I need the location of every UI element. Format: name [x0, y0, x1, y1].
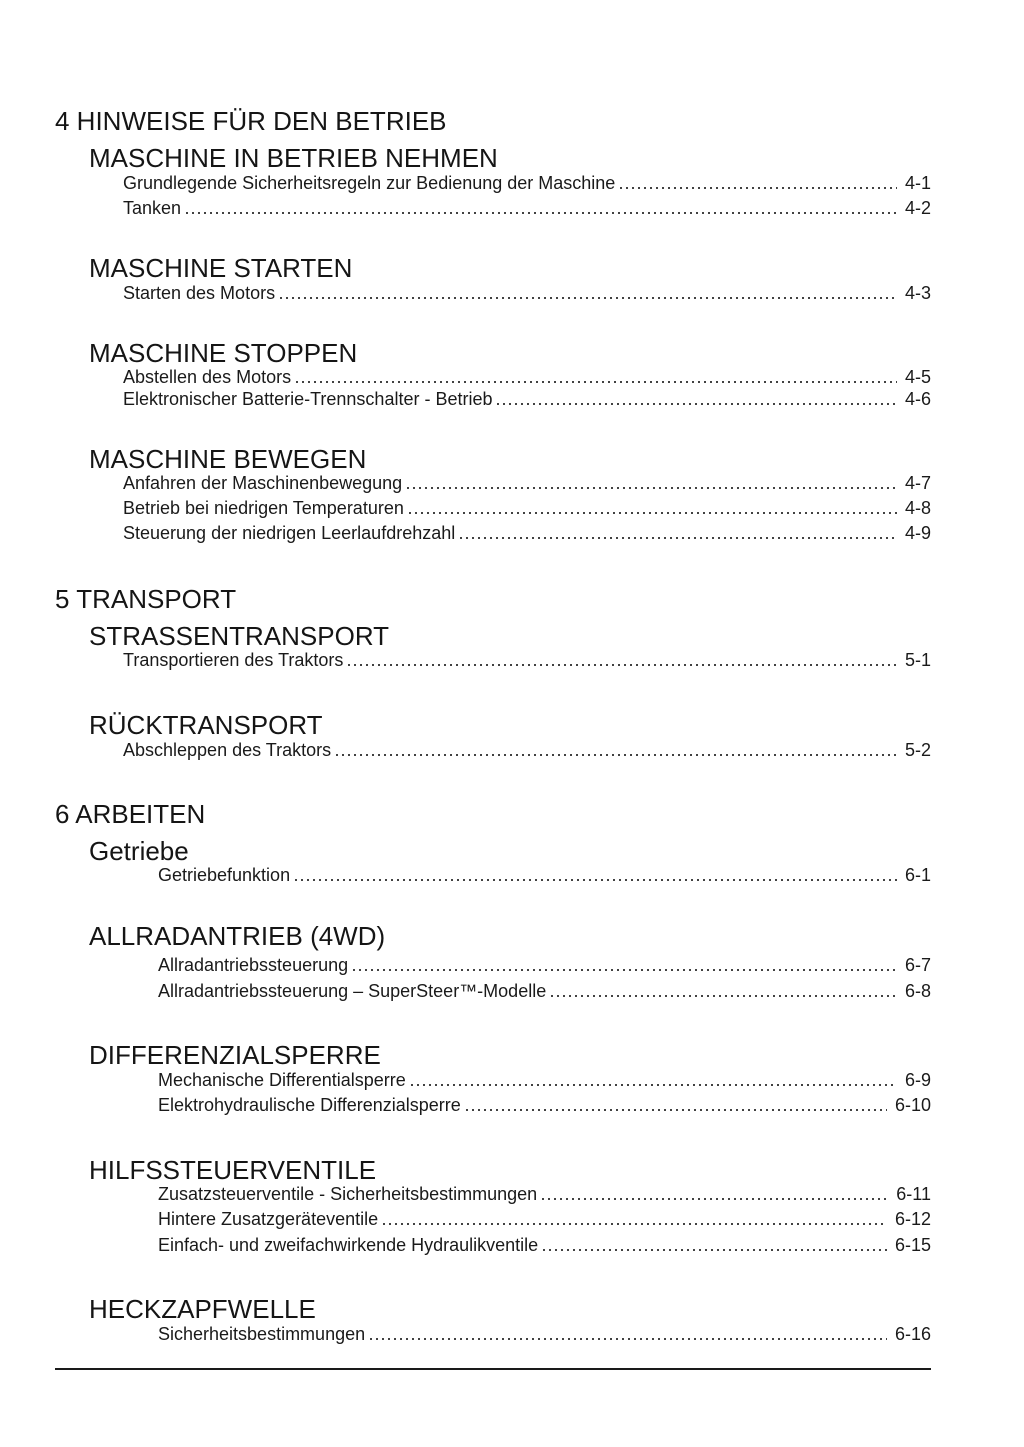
- toc-entry[interactable]: [158, 864, 931, 886]
- toc-entry[interactable]: [158, 1069, 931, 1091]
- dot-leader: [334, 754, 897, 756]
- toc-entry[interactable]: [123, 522, 931, 544]
- toc-entry-text: Mechanische Differentialsperre: [158, 1070, 406, 1090]
- toc-entry-page: 4-9: [904, 523, 931, 543]
- toc-entry-page: 6-16: [894, 1324, 931, 1344]
- toc-entry[interactable]: [158, 1094, 931, 1116]
- section-heading: STRASSENTRANSPORT: [89, 621, 390, 651]
- dot-leader: [549, 995, 897, 997]
- dot-leader: [458, 537, 897, 539]
- section-heading: MASCHINE STOPPEN: [89, 338, 358, 368]
- toc-entry-text: Betrieb bei niedrigen Temperaturen: [123, 498, 404, 518]
- toc-entry-page: 6-12: [894, 1209, 931, 1229]
- toc-entry-text: Tanken: [123, 198, 182, 218]
- dot-leader: [407, 512, 897, 514]
- toc-entry[interactable]: [123, 388, 931, 410]
- toc-entry[interactable]: [123, 282, 931, 304]
- dot-leader: [540, 1198, 888, 1200]
- section-heading: HECKZAPFWELLE: [89, 1294, 316, 1324]
- toc-entry-page: 6-15: [894, 1235, 931, 1255]
- toc-entry-text: Allradantriebssteuerung – SuperSteer™-Modelle: [158, 981, 547, 1001]
- toc-entry-page: 4-7: [904, 473, 931, 493]
- toc-entry-text: Hintere Zusatzgeräteventile: [158, 1209, 379, 1229]
- section-heading: MASCHINE IN BETRIEB NEHMEN: [89, 143, 498, 173]
- dot-leader: [184, 212, 897, 214]
- toc-entry[interactable]: [123, 472, 931, 494]
- toc-entry-text: Getriebefunktion: [158, 865, 291, 885]
- dot-leader: [381, 1223, 887, 1225]
- toc-entry[interactable]: [123, 197, 931, 219]
- section-heading: RÜCKTRANSPORT: [89, 710, 323, 740]
- toc-entry-text: Elektrohydraulische Differenzialsperre: [158, 1095, 461, 1115]
- dot-leader: [495, 403, 897, 405]
- toc-entry-page: 6-1: [904, 865, 931, 885]
- toc-entry-text: Sicherheitsbestimmungen: [158, 1324, 366, 1344]
- toc-entry-text: Anfahren der Maschinenbewegung: [123, 473, 403, 493]
- toc-entry-page: 4-1: [904, 173, 931, 193]
- toc-entry-text: Allradantriebssteuerung: [158, 955, 349, 975]
- dot-leader: [618, 187, 897, 189]
- toc-entry-page: 4-5: [904, 367, 931, 387]
- toc-entry-page: 5-1: [904, 650, 931, 670]
- toc-entry-page: 4-3: [904, 283, 931, 303]
- toc-entry-page: 4-6: [904, 389, 931, 409]
- dot-leader: [405, 487, 897, 489]
- toc-entry[interactable]: [158, 954, 931, 976]
- toc-entry-text: Transportieren des Traktors: [123, 650, 344, 670]
- chapter-heading: 5 TRANSPORT: [55, 584, 237, 614]
- toc-entry-text: Steuerung der niedrigen Leerlaufdrehzahl: [123, 523, 456, 543]
- dot-leader: [346, 664, 897, 666]
- dot-leader: [541, 1249, 887, 1251]
- toc-entry-page: 6-8: [904, 981, 931, 1001]
- toc-entry[interactable]: [123, 366, 931, 388]
- toc-entry[interactable]: [123, 497, 931, 519]
- toc-entry-text: Zusatzsteuerventile - Sicherheitsbestimmungen: [158, 1184, 538, 1204]
- section-heading: MASCHINE STARTEN: [89, 253, 353, 283]
- dot-leader: [409, 1084, 897, 1086]
- chapter-heading: 4 HINWEISE FÜR DEN BETRIEB: [55, 106, 447, 136]
- section-heading: Getriebe: [89, 836, 189, 866]
- toc-entry-text: Grundlegende Sicherheitsregeln zur Bedienung der Maschine: [123, 173, 616, 193]
- toc-entry-page: 5-2: [904, 740, 931, 760]
- toc-entry-text: Abschleppen des Traktors: [123, 740, 332, 760]
- toc-entry-text: Starten des Motors: [123, 283, 276, 303]
- section-heading: ALLRADANTRIEB (4WD): [89, 921, 386, 951]
- toc-entry-text: Abstellen des Motors: [123, 367, 292, 387]
- toc-entry-page: 4-2: [904, 198, 931, 218]
- dot-leader: [464, 1109, 887, 1111]
- footer-rule: [55, 1368, 931, 1370]
- toc-entry-text: Elektronischer Batterie-Trennschalter - Betrieb: [123, 389, 493, 409]
- toc-entry-page: 4-8: [904, 498, 931, 518]
- toc-entry[interactable]: [158, 1183, 931, 1205]
- section-heading: MASCHINE BEWEGEN: [89, 444, 367, 474]
- dot-leader: [294, 381, 897, 383]
- toc-entry[interactable]: [158, 1208, 931, 1230]
- toc-entry[interactable]: [123, 739, 931, 761]
- dot-leader: [278, 297, 897, 299]
- toc-entry[interactable]: [158, 980, 931, 1002]
- toc-entry-page: 6-7: [904, 955, 931, 975]
- toc-entry[interactable]: [158, 1234, 931, 1256]
- toc-entry[interactable]: [123, 649, 931, 671]
- toc-entry-page: 6-10: [894, 1095, 931, 1115]
- toc-entry-page: 6-11: [896, 1184, 931, 1204]
- toc-entry[interactable]: [123, 172, 931, 194]
- dot-leader: [368, 1338, 887, 1340]
- section-heading: HILFSSTEUERVENTILE: [89, 1155, 377, 1185]
- toc-entry-page: 6-9: [904, 1070, 931, 1090]
- chapter-heading: 6 ARBEITEN: [55, 799, 206, 829]
- section-heading: DIFFERENZIALSPERRE: [89, 1040, 381, 1070]
- dot-leader: [351, 969, 897, 971]
- toc-entry-text: Einfach- und zweifachwirkende Hydraulikventile: [158, 1235, 539, 1255]
- dot-leader: [293, 879, 897, 881]
- toc-entry[interactable]: [158, 1323, 931, 1345]
